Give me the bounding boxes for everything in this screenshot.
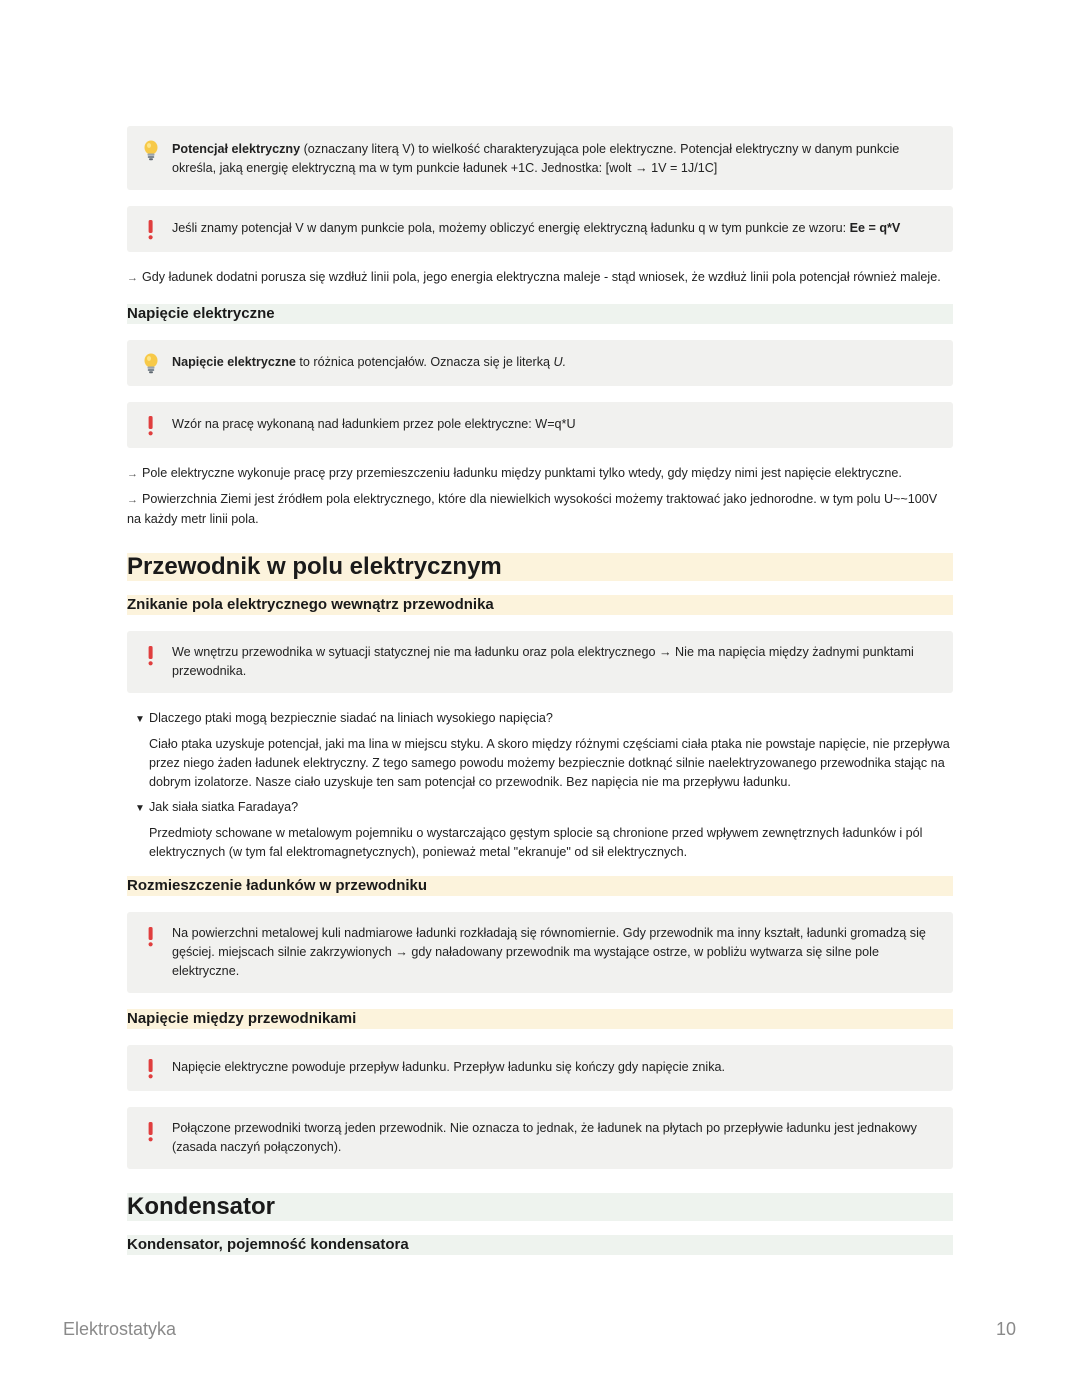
- callout-text: Na powierzchni metalowej kuli nadmiarowe ładunki rozkładają się równomiernie. Gdy przewodnik ma inny kształt, ładunki gromadzą się gęściej. miejscach silnie zakrzywionych → gdy naładowany przewodnik ma wystające ostrze, w pobliżu wytwarza się silne pole elektryczne.: [172, 926, 926, 978]
- callout-bold: Potencjał elektryczny: [172, 142, 301, 156]
- callout-potencjal: [127, 126, 953, 190]
- exclamation-icon: [140, 1120, 162, 1144]
- heading-napiecie-miedzy: Napięcie między przewodnikami: [127, 1009, 953, 1029]
- heading-napiecie: Napięcie elektryczne: [127, 304, 953, 324]
- callout-formula: Ee = q*V: [849, 221, 901, 235]
- callout-text: to różnica potencjałów. Oznacza się je literką: [295, 355, 554, 369]
- callout-italic: U.: [553, 355, 567, 369]
- lightbulb-icon: [140, 139, 162, 163]
- callout-praca: [127, 402, 953, 448]
- callout-napiecie: [127, 340, 953, 386]
- callout-przeplyw: [127, 1045, 953, 1091]
- page-number: 10: [995, 1319, 1016, 1339]
- toggle-body: Ciało ptaka uzyskuje potencjał, jaki ma lina w miejscu styku. A skoro między różnymi częściami ciała ptaka nie powstaje napięcie, nie przepływa przez niego żaden ładunek elektryczny. Z tego samego powodu możemy bezpiecznie dotknąć silnie naelektryzowanego przewodnika stając na dobrym izolatorze. Nasze ciało uzyskuje ten sam potencjał co przewodnik. Bez napięcia nie ma przepływu ładunku.: [149, 737, 950, 789]
- toggle-header[interactable]: [135, 798, 953, 818]
- toggle-title: Dlaczego ptaki mogą bezpiecznie siadać na liniach wysokiego napięcia?: [149, 711, 553, 725]
- callout-polaczone: [127, 1107, 953, 1169]
- arrow-icon: →: [127, 272, 138, 284]
- paragraph-praca-pola: [127, 464, 953, 484]
- exclamation-icon: [140, 925, 162, 949]
- toggle-header[interactable]: [135, 709, 953, 729]
- exclamation-icon: [140, 414, 162, 438]
- triangle-down-icon[interactable]: ▼: [135, 714, 145, 725]
- arrow-icon: →: [127, 468, 138, 480]
- heading-pojemnosc: Kondensator, pojemność kondensatora: [127, 1235, 953, 1255]
- heading-przewodnik: Przewodnik w polu elektrycznym: [127, 553, 953, 581]
- callout-text: Wzór na pracę wykonaną nad ładunkiem przez pole elektryczne: W=q*U: [172, 417, 576, 431]
- exclamation-icon: [140, 644, 162, 668]
- heading-kondensator: Kondensator: [127, 1193, 953, 1221]
- callout-bold: Napięcie elektryczne: [172, 355, 296, 369]
- toggle-title: Jak siała siatka Faradaya?: [149, 800, 299, 814]
- paragraph-ziemia: [127, 490, 953, 529]
- lightbulb-icon: [140, 352, 162, 376]
- callout-text: Jeśli znamy potencjał V w danym punkcie pola, możemy obliczyć energię elektryczną ładunku q w tym punkcie ze wzoru:: [172, 221, 850, 235]
- toggle-ptaki[interactable]: [135, 709, 953, 792]
- callout-text: (oznaczany literą V) to wielkość charakteryzująca pole elektryczne. Potencjał elektryczny w danym punkcie określa, jaką energię elektryczną ma w tym punkcie ładunek +1C. Jednostka: [wolt → 1V = 1J/1C]: [172, 142, 900, 175]
- callout-wnetrze: [127, 631, 953, 693]
- heading-znikanie: Znikanie pola elektrycznego wewnątrz przewodnika: [127, 595, 953, 615]
- exclamation-icon: [140, 218, 162, 242]
- heading-rozmieszczenie: Rozmieszczenie ładunków w przewodniku: [127, 876, 953, 896]
- callout-energia: [127, 206, 953, 252]
- arrow-icon: →: [127, 494, 138, 506]
- triangle-down-icon[interactable]: ▼: [135, 803, 145, 814]
- callout-text: Napięcie elektryczne powoduje przepływ ładunku. Przepływ ładunku się kończy gdy napięcie znika.: [172, 1060, 726, 1074]
- page-content: [127, 126, 953, 1255]
- paragraph-potencjal-maleje: [127, 268, 953, 288]
- callout-text: We wnętrzu przewodnika w sytuacji statycznej nie ma ładunku oraz pola elektrycznego → Nie ma napięcia między żadnymi punktami przewodnika.: [172, 645, 914, 678]
- toggle-faraday[interactable]: [135, 798, 953, 862]
- paragraph-text: Pole elektryczne wykonuje pracę przy przemieszczeniu ładunku między punktami tylko wtedy, gdy między nimi jest napięcie elektryczne.: [142, 466, 902, 480]
- callout-kula: [127, 912, 953, 993]
- exclamation-icon: [140, 1057, 162, 1081]
- footer-title: Elektrostatyka: [63, 1319, 177, 1339]
- callout-text: Połączone przewodniki tworzą jeden przewodnik. Nie oznacza to jednak, że ładunek na płytach po przepływie ładunku jest jednakowy (zasada naczyń połączonych).: [172, 1121, 917, 1154]
- toggle-body: Przedmioty schowane w metalowym pojemniku o wystarczająco gęstym splocie są chronione przed wpływem zewnętrznych ładunków i pól elektrycznych (w tym fal elektromagnetycznych), ponieważ metal "ekranuje" od sił elektrycznych.: [149, 826, 923, 859]
- paragraph-text: Gdy ładunek dodatni porusza się wzdłuż linii pola, jego energia elektryczna maleje - stąd wniosek, że wzdłuż linii pola potencjał również maleje.: [142, 270, 941, 284]
- paragraph-text: Powierzchnia Ziemi jest źródłem pola elektrycznego, które dla niewielkich wysokości możemy traktować jako jednorodne. w tym polu U~~100V na każdy metr linii pola.: [127, 492, 938, 526]
